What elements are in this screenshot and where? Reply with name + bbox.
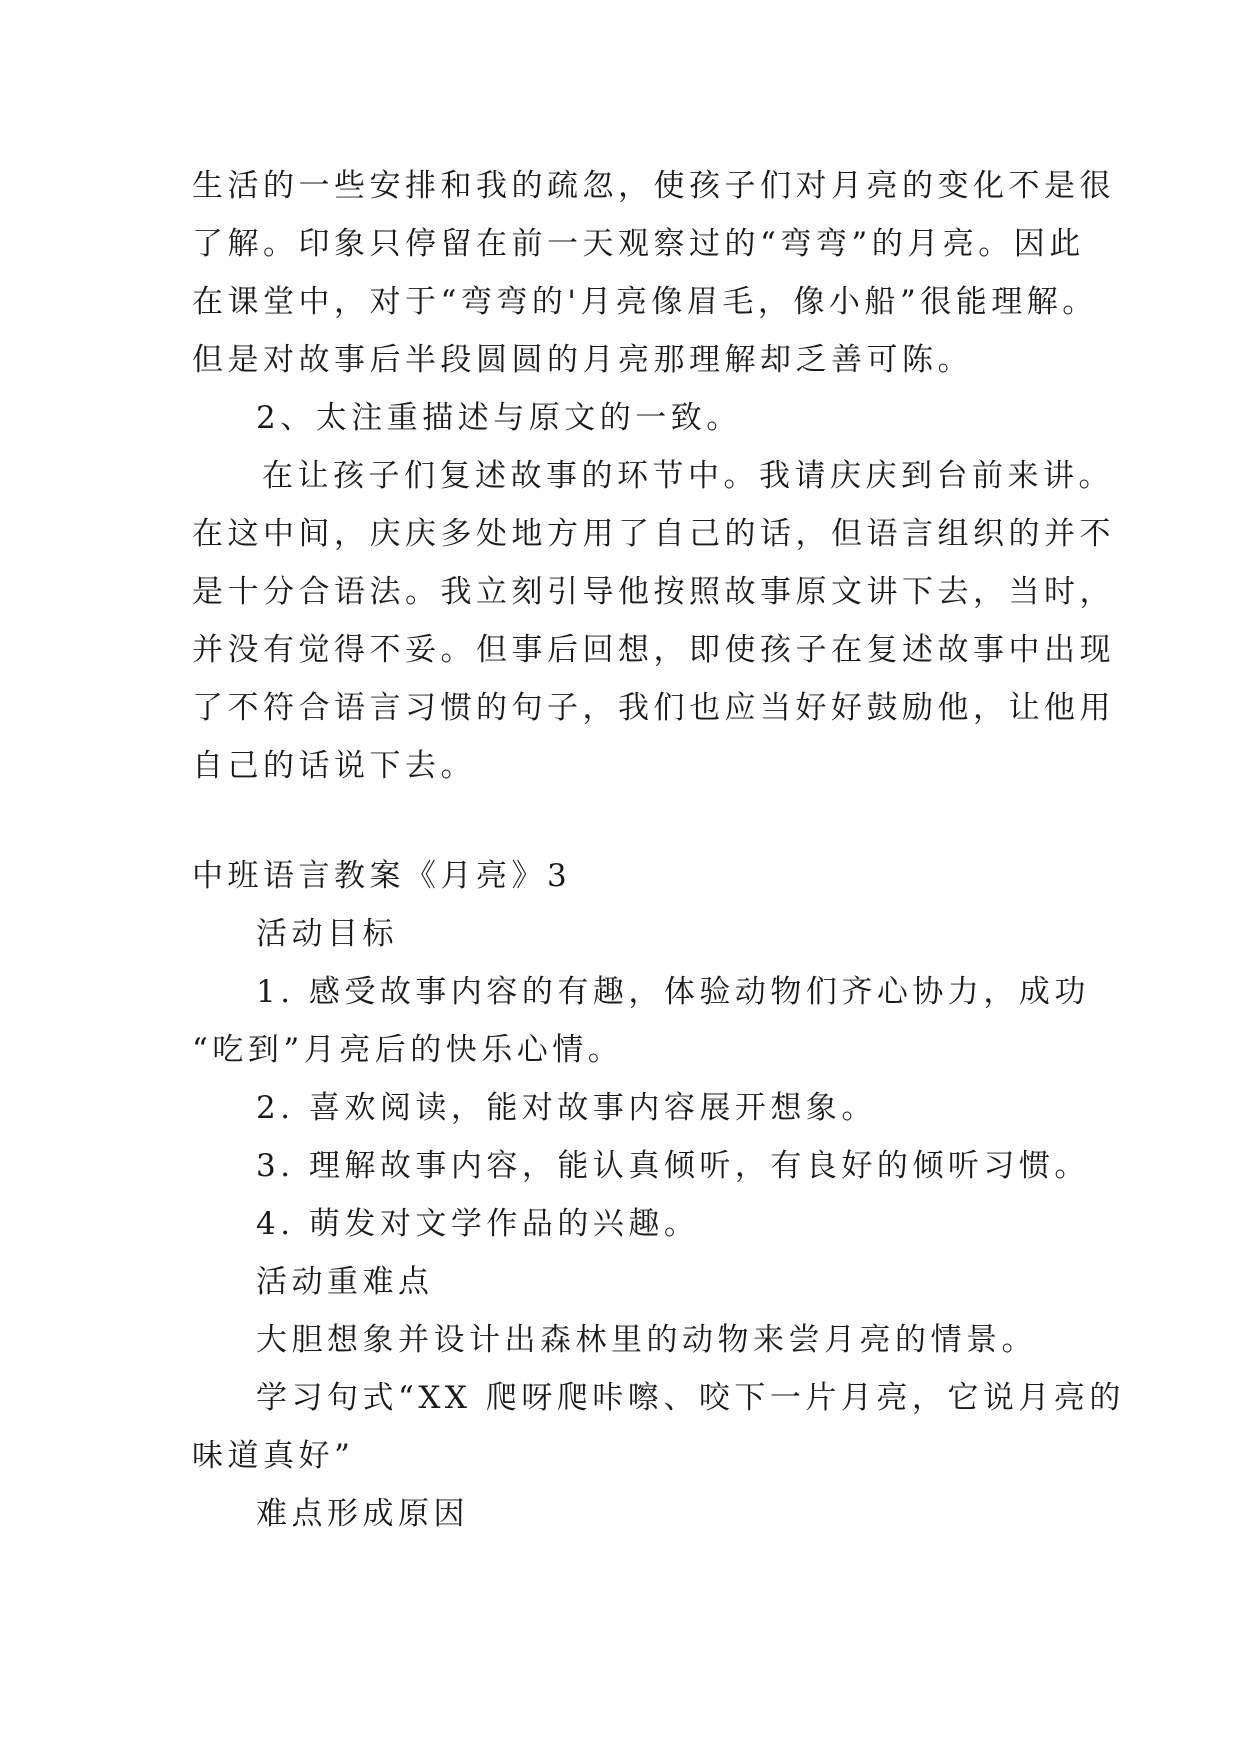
list-item: 1. 感受故事内容的有趣，体验动物们齐心协力，成功 [256,974,1090,1010]
list-item: 4. 萌发对文学作品的兴趣。 [256,1206,700,1242]
paragraph-line: 了不符合语言习惯的句子，我们也应当好好鼓励他，让他用 [192,690,1115,726]
paragraph-line: 味道真好” [192,1438,355,1474]
paragraph-line: 大胆想象并设计出森林里的动物来尝月亮的情景。 [256,1322,1037,1358]
subheading: 活动重难点 [256,1264,434,1300]
paragraph-line: 自己的话说下去。 [192,748,476,784]
paragraph-line: 学习句式“XX 爬呀爬咔嚓、咬下一片月亮，它说月亮的 [256,1380,1125,1416]
list-item: 3. 理解故事内容，能认真倾听，有良好的倾听习惯。 [256,1148,1090,1184]
paragraph-line: 是十分合语法。我立刻引导他按照故事原文讲下去，当时， [192,574,1115,610]
list-item-continuation: “吃到”月亮后的快乐心情。 [192,1032,624,1068]
numbered-item: 2、太注重描述与原文的一致。 [256,400,742,436]
paragraph-line: 在让孩子们复述故事的环节中。我请庆庆到台前来讲。 [262,458,1114,494]
paragraph-line: 在这中间，庆庆多处地方用了自己的话，但语言组织的并不 [192,516,1115,552]
paragraph-line: 并没有觉得不妥。但事后回想，即使孩子在复述故事中出现 [192,632,1115,668]
subheading: 难点形成原因 [256,1496,469,1532]
paragraph-line: 生活的一些安排和我的疏忽，使孩子们对月亮的变化不是很 [192,168,1115,204]
section-title: 中班语言教案《月亮》3 [192,858,572,894]
paragraph-line: 了解。印象只停留在前一天观察过的“弯弯”的月亮。因此 [192,226,1085,262]
paragraph-line: 在课堂中，对于“弯弯的'月亮像眉毛，像小船”很能理解。 [192,284,1098,320]
paragraph-line: 但是对故事后半段圆圆的月亮那理解却乏善可陈。 [192,342,973,378]
list-item: 2. 喜欢阅读，能对故事内容展开想象。 [256,1090,877,1126]
subheading: 活动目标 [256,916,398,952]
